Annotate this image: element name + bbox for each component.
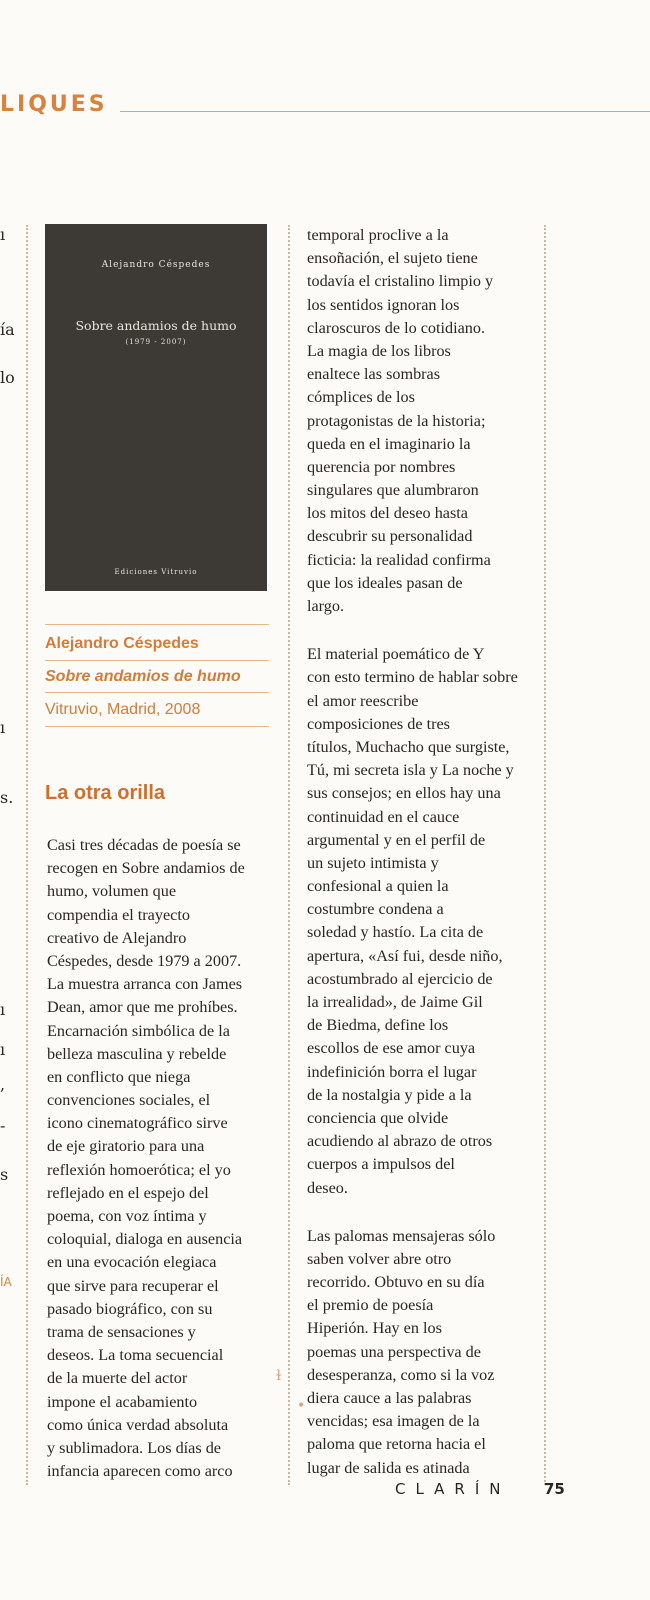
text-line: desesperanza, como si la voz bbox=[307, 1365, 495, 1384]
text-line: querencia por nombres bbox=[307, 457, 456, 476]
info-rule bbox=[45, 624, 269, 625]
text-line: reflexión homoerótica; el yo bbox=[47, 1160, 231, 1179]
clipped-text-fragment: lo bbox=[0, 368, 15, 387]
article-column-1 bbox=[47, 834, 282, 1483]
text-line: reflejado en el espejo del bbox=[47, 1183, 209, 1202]
text-line: soledad y hastío. La cita de bbox=[307, 923, 484, 942]
cover-title: Sobre andamios de humo bbox=[75, 318, 237, 333]
margin-mark: ɫ bbox=[276, 1368, 282, 1384]
text-line: La muestra arranca con James bbox=[47, 975, 243, 994]
magazine-name: CLARÍN bbox=[395, 1480, 511, 1498]
info-rule bbox=[45, 726, 269, 727]
text-line: saben volver abre otro bbox=[307, 1249, 452, 1268]
text-line: que los ideales pasan de bbox=[307, 573, 463, 592]
text-line: diera cauce a las palabras bbox=[307, 1389, 472, 1407]
text-line: títulos, Muchacho que surgiste, bbox=[307, 737, 510, 756]
text-line: poema, con voz íntima y bbox=[47, 1207, 207, 1225]
text-line: Tú, mi secreta isla y La noche y bbox=[307, 761, 514, 780]
book-cover-image bbox=[45, 224, 267, 591]
text-line: El material poemático de Y bbox=[307, 645, 485, 664]
text-line: de la muerte del actor bbox=[47, 1369, 188, 1388]
text-line: sus consejos; en ellos hay una bbox=[307, 784, 501, 803]
text-line: de Biedma, define los bbox=[307, 1016, 449, 1035]
text-line: conciencia que olvide bbox=[307, 1108, 449, 1127]
text-line: indefinición borra el lugar bbox=[307, 1062, 477, 1081]
text-line: protagonistas de la historia; bbox=[307, 411, 486, 430]
text-line: coloquial, dialoga en ausencia bbox=[47, 1230, 243, 1249]
text-line: humo, volumen que bbox=[47, 882, 177, 901]
clipped-text-fragment: ía bbox=[0, 320, 15, 339]
text-line: ficticia: la realidad confirma bbox=[307, 550, 491, 569]
text-line: descubrir su personalidad bbox=[307, 527, 473, 546]
text-line: costumbre condena a bbox=[307, 900, 444, 919]
text-line: un sujeto intimista y bbox=[307, 853, 439, 872]
text-line: apertura, «Así fui, desde niño, bbox=[307, 946, 503, 965]
article-column-2 bbox=[307, 224, 539, 1480]
clipped-text-fragment: s. bbox=[0, 788, 14, 807]
text-line: confesional a quien la bbox=[307, 877, 449, 896]
text-line: claroscuros de lo cotidiano. bbox=[307, 318, 486, 337]
text-line: lugar de salida es atinada bbox=[307, 1458, 470, 1477]
text-line: todavía el cristalino limpio y bbox=[307, 272, 494, 291]
text-line: acostumbrado al ejercicio de bbox=[307, 969, 493, 988]
text-line: continuidad en el cauce bbox=[307, 807, 460, 826]
text-line: en una evocación elegiaca bbox=[47, 1253, 217, 1272]
text-line: el premio de poesía bbox=[307, 1296, 434, 1315]
text-line: pasado biográfico, con su bbox=[47, 1299, 213, 1318]
text-line: impone el acabamiento bbox=[47, 1392, 198, 1411]
header-rule bbox=[120, 111, 650, 112]
info-rule bbox=[45, 660, 269, 661]
text-line: cuerpos a impulsos del bbox=[307, 1155, 455, 1174]
column-divider bbox=[544, 225, 546, 1485]
text-line: y sublimadora. Los días de bbox=[47, 1438, 221, 1457]
text-line: en conflicto que niega bbox=[47, 1067, 191, 1086]
text-line: deseo. bbox=[307, 1178, 348, 1197]
clipped-text-fragment: ı bbox=[0, 1000, 6, 1019]
clipped-text-fragment: , bbox=[0, 1075, 6, 1094]
info-rule bbox=[45, 692, 269, 693]
column-divider bbox=[26, 225, 28, 1485]
text-line: recorrido. Obtuvo en su día bbox=[307, 1273, 485, 1292]
text-line: Las palomas mensajeras sólo bbox=[307, 1226, 496, 1245]
section-title: LIQUES bbox=[0, 92, 108, 117]
text-line: queda en el imaginario la bbox=[307, 434, 471, 453]
clipped-text-fragment: s bbox=[0, 1165, 9, 1184]
text-line: los sentidos ignoran los bbox=[307, 295, 460, 314]
cover-publisher: Ediciones Vitruvio bbox=[114, 568, 198, 576]
clipped-text-fragment: - bbox=[0, 1116, 6, 1135]
text-line: de la nostalgia y pide a la bbox=[307, 1085, 472, 1104]
info-publisher: Vitruvio, Madrid, 2008 bbox=[45, 701, 201, 718]
text-line: los mitos del deseo hasta bbox=[307, 504, 468, 523]
text-line: singulares que alumbraron bbox=[307, 481, 479, 500]
text-line: acudiendo al abrazo de otros bbox=[307, 1132, 493, 1151]
text-line: paloma que retorna hacia el bbox=[307, 1435, 486, 1454]
text-line: convenciones sociales, el bbox=[47, 1091, 211, 1110]
clipped-text-fragment: ı bbox=[0, 225, 6, 244]
clipped-text-fragment: ı bbox=[0, 1040, 6, 1059]
text-line: ensoñación, el sujeto tiene bbox=[307, 249, 478, 268]
text-line: infancia aparecen como arco bbox=[47, 1462, 233, 1481]
text-line: la irrealidad», de Jaime Gil bbox=[307, 993, 483, 1011]
text-line: Encarnación simbólica de la bbox=[47, 1021, 230, 1040]
article-heading: La otra orilla bbox=[45, 782, 166, 804]
info-author: Alejandro Céspedes bbox=[45, 635, 199, 652]
text-line: de eje giratorio para una bbox=[47, 1137, 205, 1156]
text-line: el amor reescribe bbox=[307, 691, 419, 710]
text-line: cómplices de los bbox=[307, 388, 415, 407]
text-line: vencidas; esa imagen de la bbox=[307, 1412, 480, 1431]
text-line: belleza masculina y rebelde bbox=[47, 1044, 227, 1063]
text-line: largo. bbox=[307, 597, 345, 615]
clipped-text-fragment: ÍA bbox=[0, 1275, 12, 1289]
page-number: 75 bbox=[544, 1480, 565, 1498]
text-line: poemas una perspectiva de bbox=[307, 1342, 481, 1361]
text-line: escollos de ese amor cuya bbox=[307, 1039, 476, 1058]
text-line: como única verdad absoluta bbox=[47, 1415, 229, 1434]
column-divider bbox=[288, 225, 290, 1485]
cover-years: (1979 - 2007) bbox=[125, 338, 187, 346]
text-line: composiciones de tres bbox=[307, 714, 450, 733]
text-line: Céspedes, desde 1979 a 2007. bbox=[47, 951, 242, 970]
text-line: trama de sensaciones y bbox=[47, 1322, 196, 1341]
text-line: deseos. La toma secuencial bbox=[47, 1346, 224, 1365]
text-line: temporal proclive a la bbox=[307, 226, 449, 244]
text-line: Dean, amor que me prohíbes. bbox=[47, 998, 238, 1017]
text-line: con esto termino de hablar sobre bbox=[307, 668, 518, 687]
text-line: que sirve para recuperar el bbox=[47, 1276, 219, 1295]
text-line: creativo de Alejandro bbox=[47, 928, 187, 947]
text-line: Hiperión. Hay en los bbox=[307, 1319, 442, 1338]
text-line: Casi tres décadas de poesía se bbox=[47, 836, 241, 854]
text-line: icono cinematográfico sirve bbox=[47, 1114, 228, 1133]
clipped-text-fragment: ı bbox=[0, 718, 6, 737]
text-line: La magia de los libros bbox=[307, 341, 451, 360]
margin-mark: • bbox=[297, 1398, 306, 1414]
cover-author: Alejandro Céspedes bbox=[101, 260, 211, 270]
info-title: Sobre andamios de humo bbox=[45, 668, 241, 685]
text-line: compendia el trayecto bbox=[47, 905, 190, 924]
text-line: enaltece las sombras bbox=[307, 365, 441, 384]
text-line: recogen en Sobre andamios de bbox=[47, 859, 245, 878]
text-line: argumental y en el perfil de bbox=[307, 830, 486, 849]
